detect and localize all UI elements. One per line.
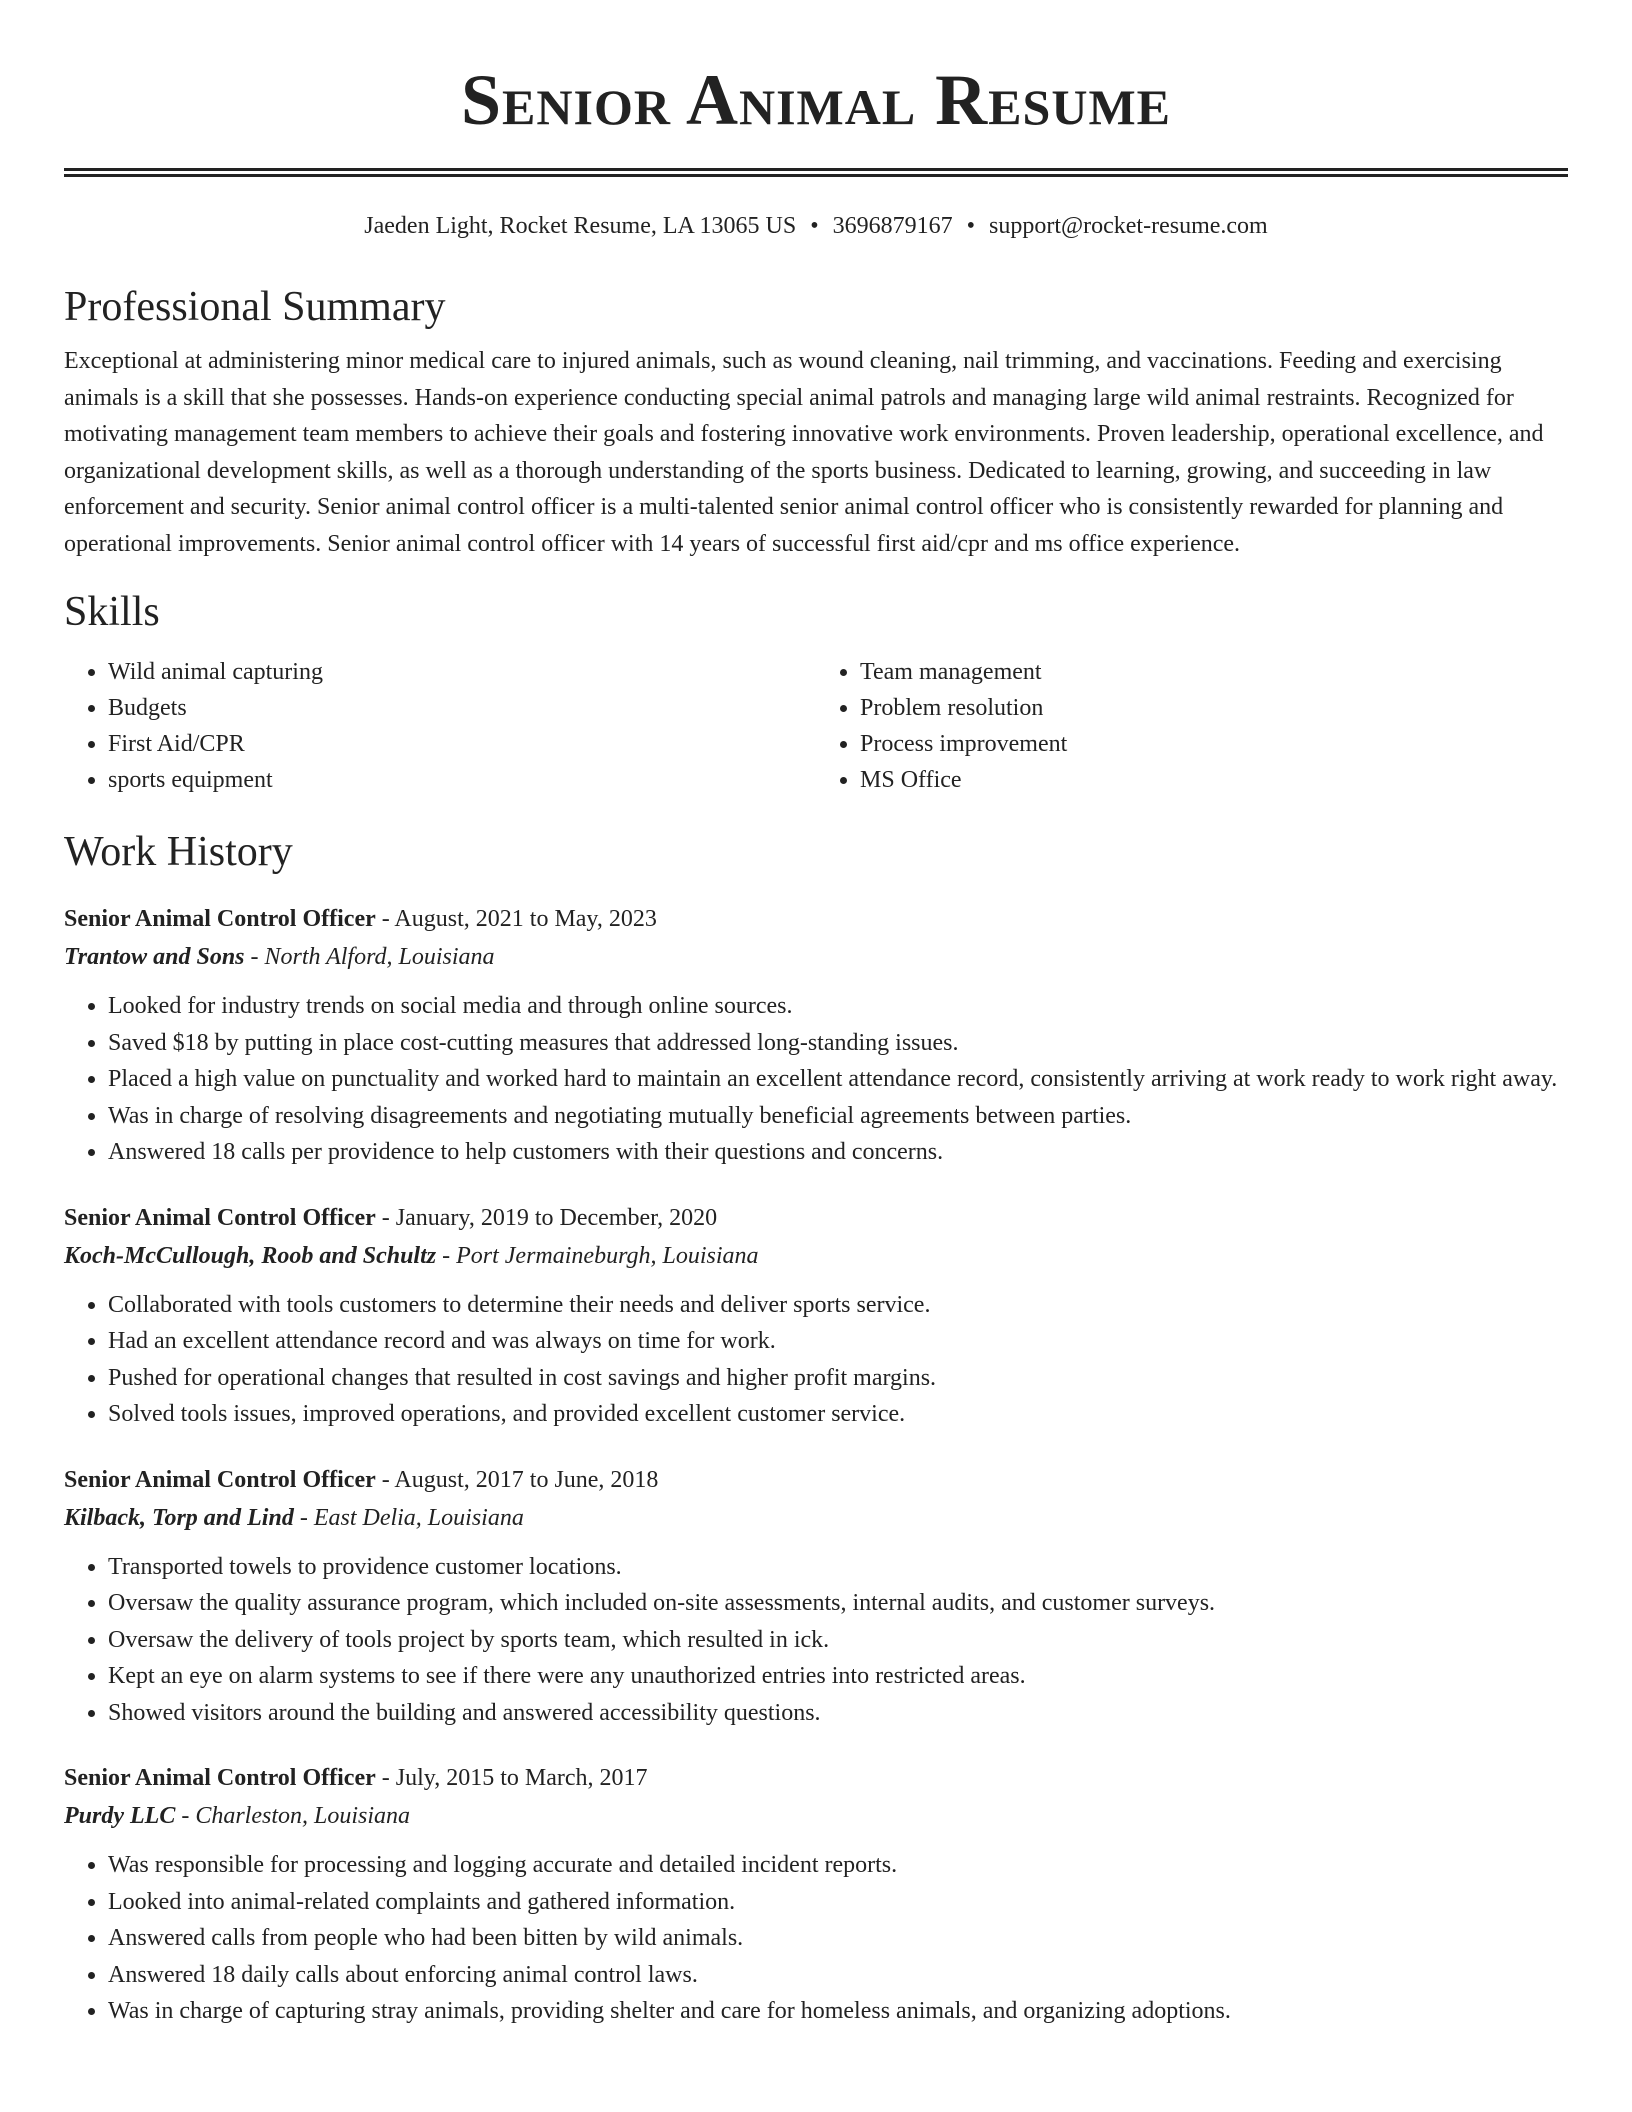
skill-item: • First Aid/CPR: [108, 726, 816, 762]
job-bullet: • Answered calls from people who had been bitten by wild animals.: [108, 1920, 1568, 1957]
job-header: [64, 900, 1568, 938]
contact-separator: •: [966, 213, 976, 239]
job-bullet: • Placed a high value on punctuality and worked hard to maintain an excellent attendance record, consistently arriving at work ready to work right away.: [108, 1061, 1568, 1098]
skill-item: • sports equipment: [108, 762, 816, 798]
job-bullet: • Pushed for operational changes that resulted in cost savings and higher profit margins.: [108, 1360, 1568, 1397]
skills-heading: Skills: [64, 589, 160, 635]
summary-heading: Professional Summary: [64, 284, 446, 330]
work-history-list: [64, 900, 1568, 2030]
skill-item: • Wild animal capturing: [108, 654, 816, 690]
job-bullets: [64, 1287, 1568, 1433]
job-title: Senior Animal Control Officer: [64, 1765, 376, 1791]
work-history-heading: Work History: [64, 829, 293, 875]
job-bullets: [64, 1847, 1568, 2030]
job-title: Senior Animal Control Officer: [64, 1204, 376, 1231]
job-company: Trantow and Sons: [64, 944, 245, 970]
skills-list-right: [816, 654, 1568, 798]
job-company: Kilback, Torp and Lind: [64, 1504, 294, 1531]
resume-title: Senior Animal Resume: [460, 60, 1171, 140]
job-header: [64, 1461, 1568, 1499]
skill-item: • Problem resolution: [860, 690, 1568, 726]
job-bullet: • Transported towels to providence customer locations.: [108, 1549, 1568, 1586]
job-location: - North Alford, Louisiana: [250, 944, 495, 970]
job-company: Koch-McCullough, Roob and Schultz: [64, 1242, 437, 1269]
summary-text: Exceptional at administering minor medical care to injured animals, such as wound cleaning, nail trimming, and vaccinations. Feeding and exercising animals is a skill that she possesses. Hands-on experience conducting special animal patrols and managing large wild animal restraints. Recognized for motivating management team members to achieve their goals and fostering innovative work environments. Proven leadership, operational excellence, and organizational development skills, as well as a thorough understanding of the sports business. Dedicated to learning, growing, and succeeding in law enforcement and security. Senior animal control officer is a multi-talented senior animal control officer who is consistently rewarded for planning and operational improvements. Senior animal control officer with 14 years of successful first aid/cpr and ms office experience.: [64, 348, 1544, 557]
job-bullet: • Looked into animal-related complaints and gathered information.: [108, 1884, 1568, 1921]
skill-item: • Team management: [860, 654, 1568, 690]
job-company-line: [64, 1499, 1568, 1537]
job-dates: - August, 2021 to May, 2023: [381, 906, 657, 932]
job-location: - Charleston, Louisiana: [181, 1803, 411, 1829]
job-company: Purdy LLC: [64, 1803, 176, 1829]
job-dates: - August, 2017 to June, 2018: [381, 1466, 659, 1493]
job-company-line: [64, 938, 1568, 976]
job-bullet: • Was in charge of resolving disagreements and negotiating mutually beneficial agreements between parties.: [108, 1098, 1568, 1135]
job-bullet: • Answered 18 daily calls about enforcing animal control laws.: [108, 1957, 1568, 1994]
job-entry: [64, 900, 1568, 1171]
job-bullet: • Solved tools issues, improved operations, and provided excellent customer service.: [108, 1396, 1568, 1433]
job-title: Senior Animal Control Officer: [64, 1466, 376, 1493]
job-bullet: • Saved $18 by putting in place cost-cutting measures that addressed long-standing issues.: [108, 1025, 1568, 1062]
job-bullet: • Oversaw the quality assurance program, which included on-site assessments, internal audits, and customer surveys.: [108, 1585, 1568, 1622]
job-dates: - July, 2015 to March, 2017: [381, 1765, 648, 1791]
job-company-line: [64, 1797, 1568, 1835]
contact-phone: 3696879167: [832, 213, 953, 239]
skills-columns: [64, 654, 1568, 798]
job-bullet: • Kept an eye on alarm systems to see if there were any unauthorized entries into restricted areas.: [108, 1658, 1568, 1695]
job-bullet: • Oversaw the delivery of tools project by sports team, which resulted in ick.: [108, 1622, 1568, 1659]
skills-list-left: [64, 654, 816, 798]
job-bullet: • Answered 18 calls per providence to help customers with their questions and concerns.: [108, 1134, 1568, 1171]
skill-item: • Process improvement: [860, 726, 1568, 762]
title-double-rule: [64, 168, 1568, 177]
contact-email: support@rocket-resume.com: [989, 213, 1268, 239]
skill-item: • MS Office: [860, 762, 1568, 798]
job-bullet: • Collaborated with tools customers to determine their needs and deliver sports service.: [108, 1287, 1568, 1324]
job-location: - East Delia, Louisiana: [299, 1504, 524, 1531]
job-company-line: [64, 1237, 1568, 1275]
job-bullets: [64, 1549, 1568, 1732]
job-entry: [64, 1759, 1568, 2030]
job-location: - Port Jermaineburgh, Louisiana: [442, 1242, 759, 1269]
job-header: [64, 1759, 1568, 1797]
job-bullets: [64, 988, 1568, 1171]
contact-separator: •: [810, 213, 819, 239]
job-dates: - January, 2019 to December, 2020: [381, 1204, 718, 1231]
job-title: Senior Animal Control Officer: [64, 906, 376, 932]
job-bullet: • Was responsible for processing and logging accurate and detailed incident reports.: [108, 1847, 1568, 1884]
job-bullet: • Had an excellent attendance record and was always on time for work.: [108, 1323, 1568, 1360]
job-entry: [64, 1199, 1568, 1433]
contact-line: [64, 211, 1568, 241]
contact-address: Jaeden Light, Rocket Resume, LA 13065 US: [364, 213, 797, 239]
job-header: [64, 1199, 1568, 1237]
job-bullet: • Was in charge of capturing stray animals, providing shelter and care for homeless animals, and organizing adoptions.: [108, 1993, 1568, 2030]
job-bullet: • Showed visitors around the building and answered accessibility questions.: [108, 1695, 1568, 1732]
job-bullet: • Looked for industry trends on social media and through online sources.: [108, 988, 1568, 1025]
skill-item: • Budgets: [108, 690, 816, 726]
job-entry: [64, 1461, 1568, 1732]
